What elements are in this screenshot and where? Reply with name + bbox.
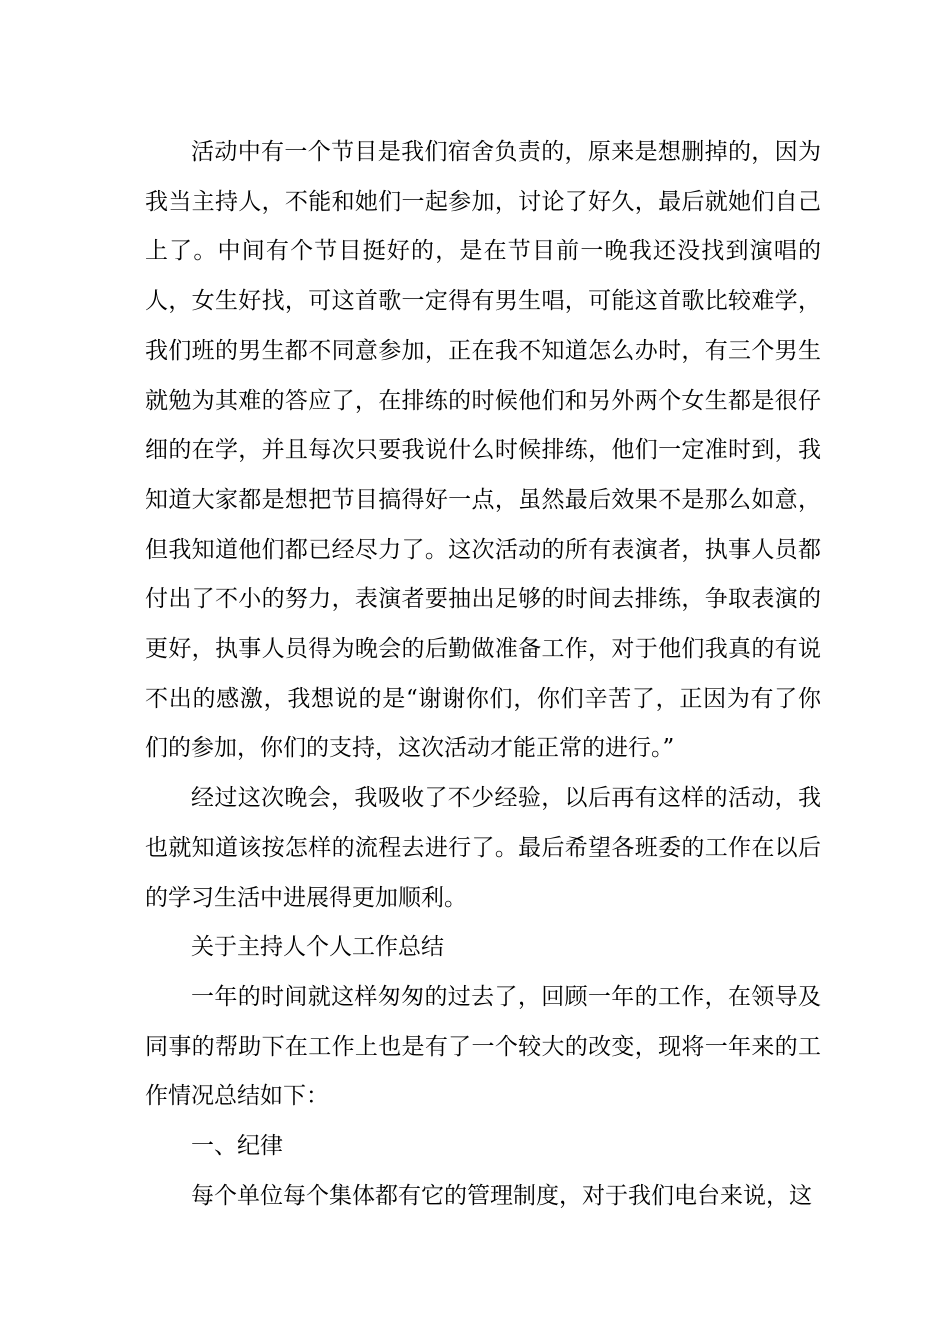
- paragraph-management-system: 每个单位每个集体都有它的管理制度，对于我们电台来说，这: [191, 1182, 812, 1209]
- paragraph-experience: 经过这次晚会，我吸收了不少经验，以后再有这样的活动，我也就知道该按怎样的流程去进行了。最后希望各班委的工作在以后的学习生活中进展得更加顺利。: [145, 785, 821, 911]
- document-body: [145, 128, 821, 1221]
- paragraph-year-review: 一年的时间就这样匆匆的过去了，回顾一年的工作，在领导及同事的帮助下在工作上也是有了一个较大的改变，现将一年来的工作情况总结如下：: [145, 983, 821, 1110]
- paragraph-activity-program: 活动中有一个节目是我们宿舍负责的，原来是想删掉的，因为我当主持人，不能和她们一起参加，讨论了好久，最后就她们自己上了。中间有个节目挺好的，是在节目前一晚我还没找到演唱的人，女生好找，可这首歌一定得有男生唱，可能这首歌比较难学，我们班的男生都不同意参加，正在我不知道怎么办时，有三个男生就勉为其难的答应了，在排练的时候他们和另外两个女生都是很仔细的在学，并且每次只要我说什么时候排练，他们一定准时到，我知道大家都是想把节目搞得好一点，虽然最后效果不是那么如意，但我知道他们都已经尽力了。这次活动的所有表演者，执事人员都付出了不小的努力，表演者要抽出足够的时间去排练，争取表演的更好，执事人员得为晚会的后勤做准备工作，对于他们我真的有说不出的感激，我想说的是“谢谢你们，你们辛苦了，正因为有了你们的参加，你们的支持，这次活动才能正常的进行。”: [145, 139, 821, 762]
- heading-discipline: 一、纪律: [191, 1133, 283, 1160]
- section-title-host-summary: 关于主持人个人工作总结: [191, 934, 444, 961]
